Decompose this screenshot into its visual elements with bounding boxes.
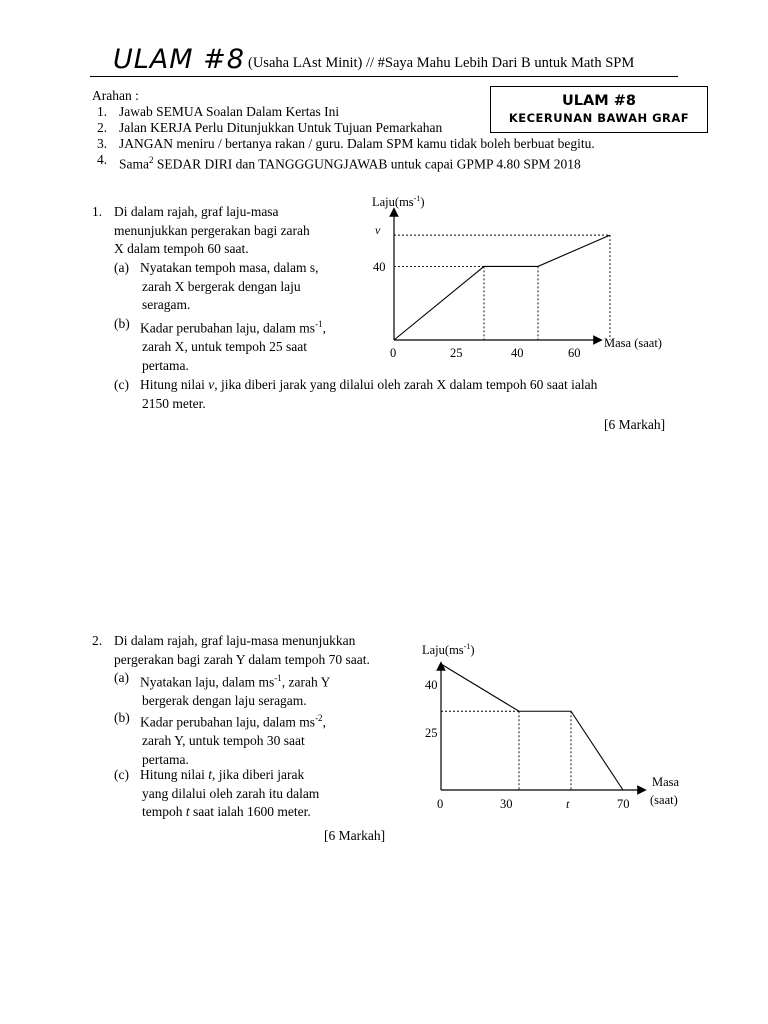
instruction-text xyxy=(119,152,581,173)
instruction-item xyxy=(97,136,657,152)
header-divider xyxy=(90,76,678,77)
part-b-text xyxy=(140,709,326,769)
text-part: saat ialah 1600 meter. xyxy=(189,804,311,819)
variable: t xyxy=(185,804,190,819)
instruction-number: 3. xyxy=(97,136,108,151)
superscript: -1 xyxy=(315,319,323,329)
instruction-number: 1. xyxy=(97,104,108,119)
chart-1 xyxy=(360,190,680,370)
part-c-label: (c) xyxy=(114,767,129,782)
x-tick-30: 30 xyxy=(500,797,513,811)
intro-line: Di dalam rajah, graf laju-masa menunjukkan xyxy=(114,633,356,648)
question-intro xyxy=(114,203,310,259)
y-tick-25: 25 xyxy=(425,726,438,740)
intro-line: menunjukkan pergerakan bagi zarah xyxy=(114,222,310,238)
part-c-text xyxy=(140,766,319,822)
part-b-label: (b) xyxy=(114,710,130,725)
part-line xyxy=(140,709,326,732)
instructions-label: Arahan : xyxy=(92,88,139,103)
page-title: ULAM #8 xyxy=(113,44,245,75)
topic-box xyxy=(490,86,708,133)
x-tick-0: 0 xyxy=(390,346,397,360)
superscript: -2 xyxy=(315,713,323,723)
question-number: 2. xyxy=(92,633,103,648)
part-a-label: (a) xyxy=(114,670,129,685)
x-tick-40: 40 xyxy=(511,346,524,360)
y-tick-40: 40 xyxy=(425,678,438,692)
text-part: , jika diberi jarak yang dilalui oleh zarah X dalam tempoh 60 saat ialah xyxy=(214,377,598,392)
instruction-text: Jawab SEMUA Soalan Dalam Kertas Ini xyxy=(119,104,340,119)
variable: v xyxy=(208,377,215,392)
intro-line: pergerakan bagi zarah Y dalam tempoh 70 saat. xyxy=(114,651,370,667)
part-b-text xyxy=(140,315,326,375)
part-line: pertama. xyxy=(142,751,189,767)
guide-lines xyxy=(394,235,610,340)
y-axis-label: $Laju(ms^{-1})$ xyxy=(372,194,425,209)
text-part: Kadar perubahan laju, dalam ms xyxy=(140,714,316,730)
text-part: tempoh xyxy=(142,804,186,819)
part-c-label: (c) xyxy=(114,377,129,392)
part-line: Nyatakan tempoh masa, dalam s, xyxy=(140,260,319,275)
part-line: zarah Y, untuk tempoh 30 saat xyxy=(142,733,305,748)
part-line: yang dilalui oleh zarah itu dalam xyxy=(142,785,320,801)
text-part: Hitung nilai xyxy=(140,377,209,392)
instruction-number: 2. xyxy=(97,120,108,135)
marks: [6 Markah] xyxy=(604,417,666,432)
x-axis-label: Masa (saat) xyxy=(604,336,662,350)
intro-line: X dalam tempoh 60 saat. xyxy=(114,241,249,256)
marks: [6 Markah] xyxy=(324,828,386,843)
text-part: , jika diberi jarak xyxy=(212,767,305,782)
chart-2 xyxy=(400,632,700,822)
text-part: Hitung nilai xyxy=(140,767,209,782)
part-line xyxy=(140,315,326,338)
x-tick-25: 25 xyxy=(450,346,463,360)
part-line: bergerak dengan laju seragam. xyxy=(142,693,307,708)
text-part: Kadar perubahan laju, dalam ms xyxy=(140,320,316,336)
x-axis-label-line2: (saat) xyxy=(650,793,678,807)
topic-box-subtitle: KECERUNAN BAWAH GRAF xyxy=(508,111,690,125)
instruction-text-part: Sama xyxy=(119,156,149,172)
part-a-text xyxy=(140,669,330,711)
instruction-item xyxy=(97,152,657,172)
series-line xyxy=(394,235,610,340)
question-number: 1. xyxy=(92,204,103,219)
x-tick-70: 70 xyxy=(617,797,630,811)
text-part: , xyxy=(322,714,326,730)
x-tick-0: 0 xyxy=(437,797,444,811)
instruction-text: JANGAN meniru / bertanya rakan / guru. Dalam SPM kamu tidak boleh berbuat begitu. xyxy=(119,136,595,151)
superscript: 2 xyxy=(149,155,154,165)
part-line xyxy=(140,669,330,692)
part-line xyxy=(140,376,597,395)
guide-lines xyxy=(441,711,571,790)
part-b-label: (b) xyxy=(114,316,130,331)
question-intro xyxy=(114,632,370,669)
x-axis-label-line1: Masa xyxy=(652,775,680,789)
text-part: , xyxy=(322,320,326,336)
variable: t xyxy=(208,767,213,782)
y-tick-40: 40 xyxy=(373,260,386,274)
part-a-text xyxy=(140,259,318,315)
y-tick-v: v xyxy=(375,223,381,237)
instruction-text: Jalan KERJA Perlu Ditunjukkan Untuk Tujuan Pemarkahan xyxy=(119,120,443,135)
x-tick-60: 60 xyxy=(568,346,581,360)
part-line xyxy=(140,803,319,822)
x-tick-t: t xyxy=(566,797,570,811)
part-line: zarah X, untuk tempoh 25 saat xyxy=(142,339,307,354)
superscript: -1 xyxy=(274,673,282,683)
topic-box-title: ULAM #8 xyxy=(562,93,636,109)
part-a-label: (a) xyxy=(114,260,129,275)
intro-line: Di dalam rajah, graf laju-masa xyxy=(114,204,279,219)
text-part: Nyatakan laju, dalam ms xyxy=(140,674,275,690)
part-line xyxy=(140,766,319,785)
part-line: pertama. xyxy=(142,357,189,373)
series-line xyxy=(441,664,623,790)
part-line: zarah X bergerak dengan laju xyxy=(142,278,301,294)
text-part: , zarah Y xyxy=(281,674,331,690)
instruction-text-part: SEDAR DIRI dan TANGGGUNGJAWAB untuk capai GPMP 4.80 SPM 2018 xyxy=(153,156,581,172)
part-c-text xyxy=(140,376,597,413)
page-subtitle: (Usaha LAst Minit) // #Saya Mahu Lebih Dari B untuk Math SPM xyxy=(248,55,635,71)
y-axis-label: $Laju(ms^{-1})$ xyxy=(422,642,475,657)
instruction-number: 4. xyxy=(97,152,108,167)
part-line: seragam. xyxy=(142,297,191,312)
part-line: 2150 meter. xyxy=(142,395,206,411)
